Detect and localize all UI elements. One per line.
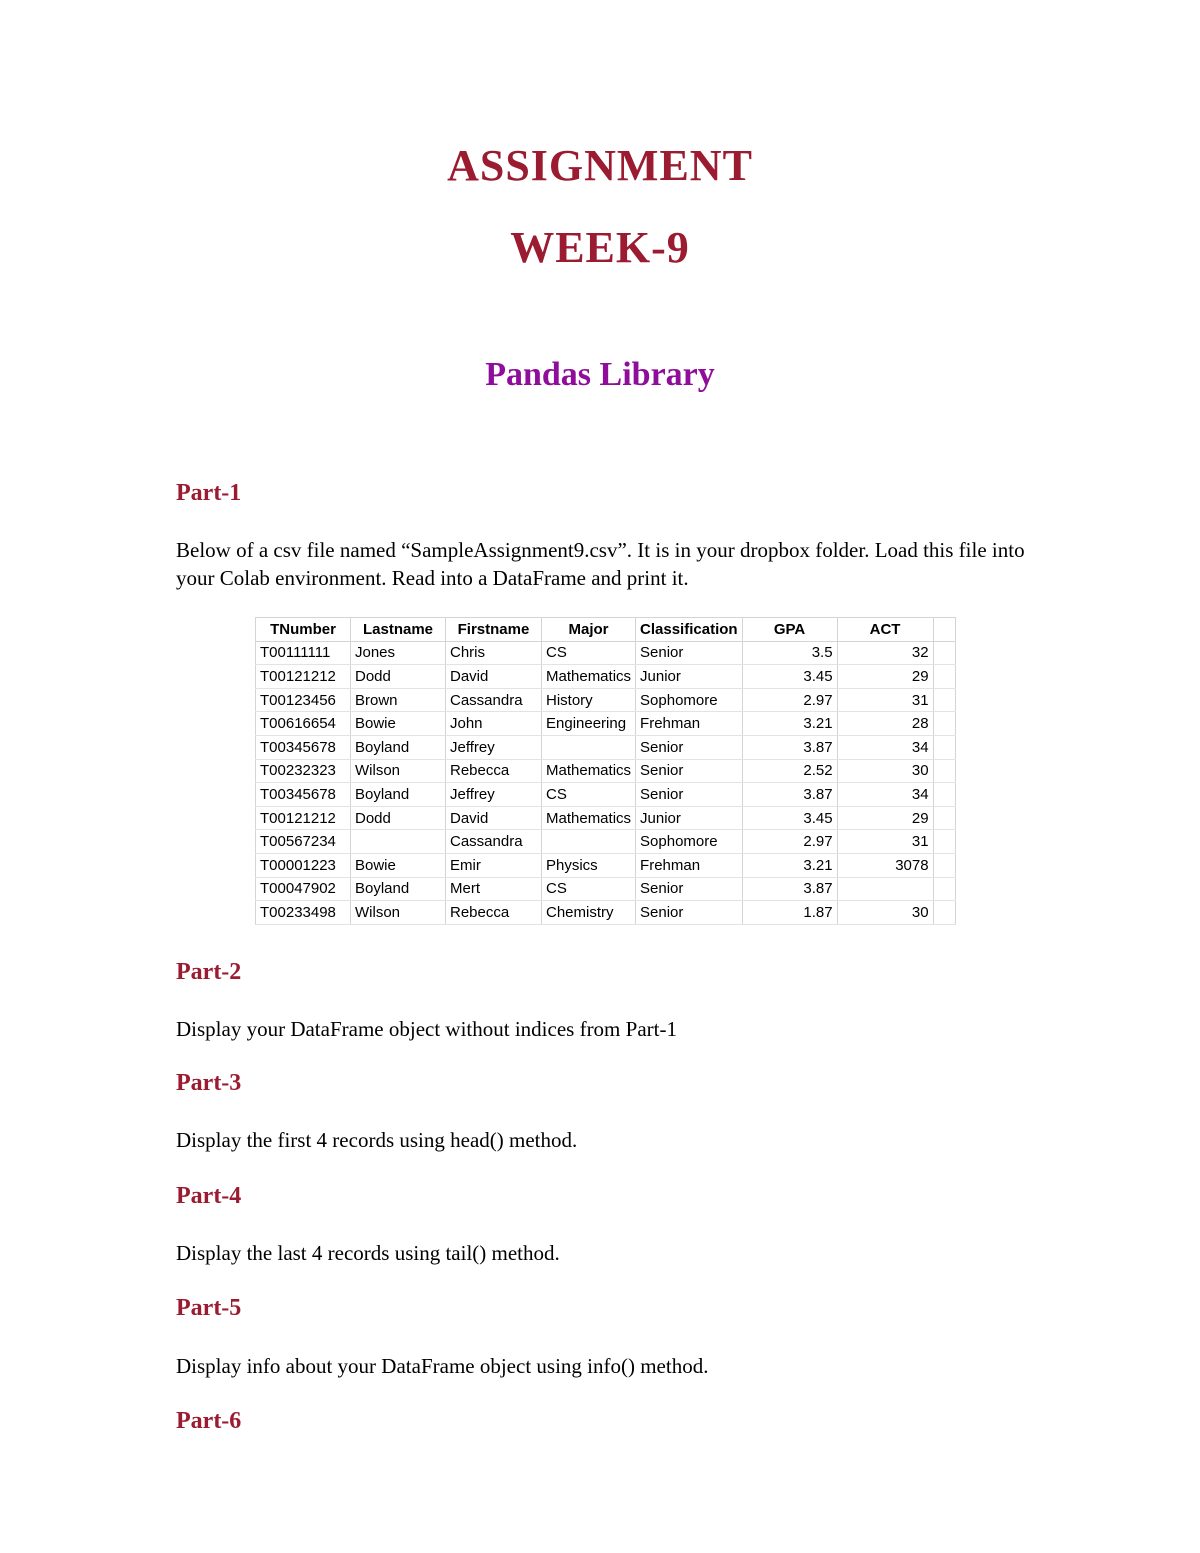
column-header: Firstname [446,618,542,642]
table-cell: 29 [837,665,933,689]
table-row [256,688,956,712]
table-cell: Cassandra [446,688,542,712]
table-cell: 30 [837,759,933,783]
table-row [256,712,956,736]
part-5-text: Display info about your DataFrame object using info() method. [176,1354,709,1378]
table-row [256,735,956,759]
part-5-heading: Part-5 [176,1295,242,1321]
table-row [256,877,956,901]
table-cell [837,877,933,901]
table-cell: T00047902 [256,877,351,901]
table-cell: 32 [837,641,933,665]
table-cell: Wilson [351,901,446,925]
table-cell: 31 [837,830,933,854]
empty-cell [933,759,955,783]
table-cell: Physics [542,853,636,877]
table-cell: Senior [636,735,743,759]
column-header: ACT [837,618,933,642]
column-header: Lastname [351,618,446,642]
table-cell: T00616654 [256,712,351,736]
table-cell: T00123456 [256,688,351,712]
empty-cell [933,783,955,807]
table-cell [542,830,636,854]
table-cell: 29 [837,806,933,830]
table-cell: 3.87 [742,877,837,901]
table-cell: Boyland [351,783,446,807]
table-cell: David [446,665,542,689]
table-header-row [256,618,956,642]
table-cell: Senior [636,877,743,901]
table-cell: 2.97 [742,688,837,712]
part-1-text: Below of a csv file named “SampleAssignment9.csv”. It is in your dropbox folder. Load this file into your Colab environment. Read into a DataFrame and print it. [176,538,1025,590]
table-cell: 2.97 [742,830,837,854]
table-cell: T00001223 [256,853,351,877]
table-cell: 3.5 [742,641,837,665]
table-cell: T00232323 [256,759,351,783]
empty-cell [933,712,955,736]
table-cell: Mathematics [542,759,636,783]
empty-cell [933,665,955,689]
table-cell: 3.21 [742,712,837,736]
empty-cell [933,806,955,830]
table-row [256,641,956,665]
table-cell: Chemistry [542,901,636,925]
table-cell: Mathematics [542,665,636,689]
column-header: Major [542,618,636,642]
table-cell: T00567234 [256,830,351,854]
table-cell: Bowie [351,853,446,877]
table-cell: John [446,712,542,736]
table-cell: Jeffrey [446,783,542,807]
table-cell: Boyland [351,735,446,759]
part-3-heading: Part-3 [176,1070,242,1096]
column-header: GPA [742,618,837,642]
table-cell: 3.87 [742,783,837,807]
column-header: Classification [636,618,743,642]
assignment-title: ASSIGNMENT [447,141,753,190]
empty-cell [933,877,955,901]
table-cell: T00121212 [256,806,351,830]
table-cell: 1.87 [742,901,837,925]
part-3-text: Display the first 4 records using head() method. [176,1128,578,1152]
part-2-heading: Part-2 [176,959,242,985]
table-cell: Mert [446,877,542,901]
table-cell: Emir [446,853,542,877]
empty-cell [933,830,955,854]
subtitle: Pandas Library [485,356,715,393]
empty-cell [933,735,955,759]
table-cell: Senior [636,901,743,925]
table-cell: Frehman [636,712,743,736]
table-cell: 3078 [837,853,933,877]
table-row [256,901,956,925]
table-cell: 3.21 [742,853,837,877]
table-row [256,783,956,807]
table-cell: Dodd [351,806,446,830]
part-4-heading: Part-4 [176,1183,242,1209]
table-cell: 28 [837,712,933,736]
part-2-text: Display your DataFrame object without indices from Part-1 [176,1017,677,1041]
table-row [256,806,956,830]
table-cell: 2.52 [742,759,837,783]
table-cell: Dodd [351,665,446,689]
table-cell: Senior [636,641,743,665]
column-header: TNumber [256,618,351,642]
table-cell: Jones [351,641,446,665]
part-4-text: Display the last 4 records using tail() method. [176,1241,560,1265]
table-cell: T00111111 [256,641,351,665]
table-cell: CS [542,877,636,901]
table-cell: CS [542,641,636,665]
table-cell: David [446,806,542,830]
table-cell: Rebecca [446,901,542,925]
table-cell: Cassandra [446,830,542,854]
table-cell: 30 [837,901,933,925]
table-cell: Brown [351,688,446,712]
table-cell: History [542,688,636,712]
table-cell: Senior [636,759,743,783]
table-cell: 3.87 [742,735,837,759]
empty-cell [933,688,955,712]
table-cell: Rebecca [446,759,542,783]
table-cell: Sophomore [636,688,743,712]
table-row [256,665,956,689]
table-cell: T00345678 [256,783,351,807]
table-cell: CS [542,783,636,807]
table-cell: Chris [446,641,542,665]
empty-cell [933,641,955,665]
table-cell: Junior [636,665,743,689]
table-cell: Mathematics [542,806,636,830]
empty-cell [933,853,955,877]
empty-cell [933,901,955,925]
table-cell: 3.45 [742,665,837,689]
table-cell: 31 [837,688,933,712]
table-cell: Boyland [351,877,446,901]
table-cell: T00345678 [256,735,351,759]
table-cell: Jeffrey [446,735,542,759]
table-cell: Junior [636,806,743,830]
table-row [256,759,956,783]
table-cell: Wilson [351,759,446,783]
csv-data-table [255,617,956,925]
table-cell: T00233498 [256,901,351,925]
part-1-heading: Part-1 [176,480,242,506]
empty-cell [933,618,955,642]
table-cell: Frehman [636,853,743,877]
table-cell [351,830,446,854]
table-cell: Sophomore [636,830,743,854]
table-row [256,853,956,877]
table-cell: 3.45 [742,806,837,830]
table-row [256,830,956,854]
table-cell: Senior [636,783,743,807]
table-cell: T00121212 [256,665,351,689]
table-cell: 34 [837,783,933,807]
table-cell [542,735,636,759]
table-cell: Bowie [351,712,446,736]
week-title: WEEK-9 [510,223,690,272]
table-cell: 34 [837,735,933,759]
table-cell: Engineering [542,712,636,736]
part-6-heading: Part-6 [176,1408,242,1434]
